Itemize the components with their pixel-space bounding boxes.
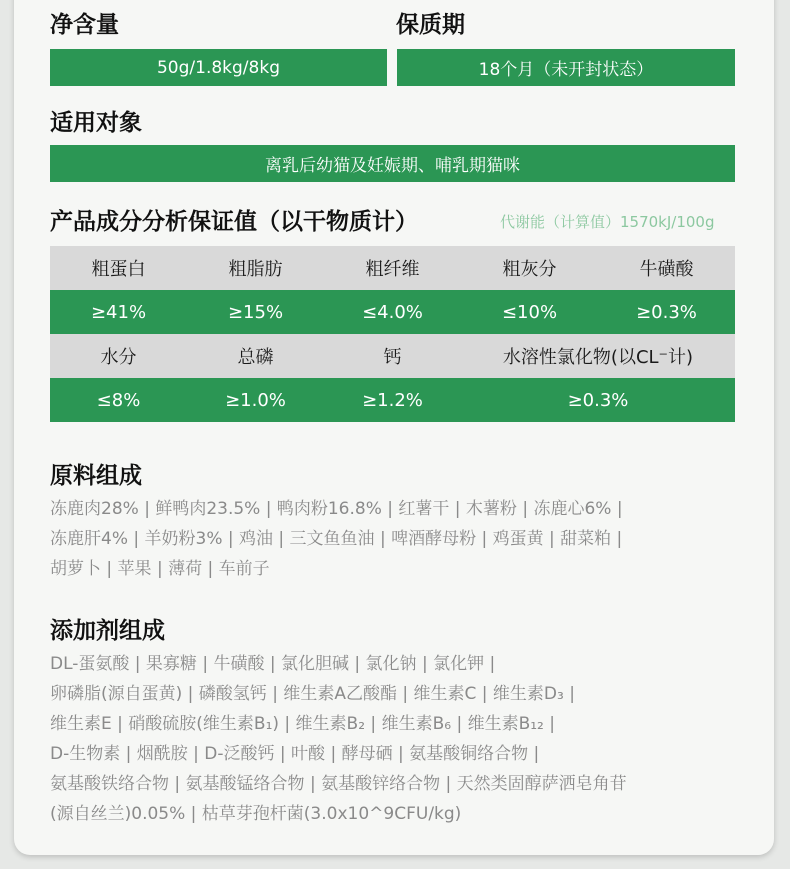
table-cell: 粗纤维 xyxy=(365,259,420,280)
table-cell: ≥0.3% xyxy=(567,389,629,411)
net-content-value: 50g/1.8kg/8kg xyxy=(50,49,387,86)
table-cell: 粗灰分 xyxy=(502,259,557,280)
shelf-life-heading: 保质期 xyxy=(396,12,465,38)
list-item: DL-蛋氨酸 | 果寡糖 | 牛磺酸 | 氯化胆碱 | 氯化钠 | 氯化钾 | xyxy=(50,654,496,674)
table-cell: ≤8% xyxy=(96,389,141,411)
table-cell: 钙 xyxy=(383,347,402,368)
additives-list xyxy=(50,649,750,829)
energy-note: 代谢能（计算值）1570kJ/100g xyxy=(500,213,715,231)
table-cell: 牛磺酸 xyxy=(639,259,694,280)
shelf-life-value: 18个月（未开封状态） xyxy=(397,49,735,86)
table-cell: 粗蛋白 xyxy=(91,259,146,280)
table-row-values-2 xyxy=(50,378,735,422)
table-row-values-1 xyxy=(50,290,735,334)
table-cell: 水分 xyxy=(100,347,137,368)
table-cell: 水溶性氯化物(以CL⁻计) xyxy=(502,347,694,368)
ingredients-list xyxy=(50,494,750,584)
target-heading: 适用对象 xyxy=(50,110,142,136)
table-cell: ≤4.0% xyxy=(362,301,423,323)
table-cell: ≥15% xyxy=(227,301,284,323)
table-cell: ≥41% xyxy=(90,301,147,323)
list-item: 氨基酸铁络合物 | 氨基酸锰络合物 | 氨基酸锌络合物 | 天然类固醇萨洒皂角苷 xyxy=(50,774,627,794)
table-cell: ≤10% xyxy=(501,301,558,323)
target-value: 离乳后幼猫及妊娠期、哺乳期猫咪 xyxy=(50,145,735,182)
list-item: D-生物素 | 烟酰胺 | D-泛酸钙 | 叶酸 | 酵母硒 | 氨基酸铜络合物 | xyxy=(50,744,540,764)
table-cell: ≥0.3% xyxy=(636,301,697,323)
table-row-labels-1 xyxy=(50,246,735,290)
table-cell: ≥1.2% xyxy=(362,389,423,411)
list-item: 冻鹿肝4% | 羊奶粉3% | 鸡油 | 三文鱼鱼油 | 啤酒酵母粉 | 鸡蛋黄 | 甜菜粕 | xyxy=(50,529,623,549)
list-item: 冻鹿肉28% | 鲜鸭肉23.5% | 鸭肉粉16.8% | 红薯干 | 木薯粉 | 冻鹿心6% | xyxy=(50,499,623,519)
table-cell: 粗脂肪 xyxy=(228,259,283,280)
list-item: 胡萝卜 | 苹果 | 薄荷 | 车前子 xyxy=(50,559,270,579)
ingredients-heading: 原料组成 xyxy=(50,463,142,489)
analysis-heading: 产品成分分析保证值（以干物质计） xyxy=(50,209,418,235)
net-content-heading: 净含量 xyxy=(50,12,119,38)
table-row-labels-2 xyxy=(50,334,735,378)
table-cell: ≥1.0% xyxy=(225,389,286,411)
list-item: 维生素E | 硝酸硫胺(维生素B₁) | 维生素B₂ | 维生素B₆ | 维生素B₁₂ | xyxy=(50,714,556,734)
list-item: 卵磷脂(源自蛋黄) | 磷酸氢钙 | 维生素A乙酸酯 | 维生素C | 维生素D₃ | xyxy=(50,684,575,704)
list-item: (源自丝兰)0.05% | 枯草芽孢杆菌(3.0x10^9CFU/kg) xyxy=(50,804,462,824)
additives-heading: 添加剂组成 xyxy=(50,618,165,644)
table-cell: 总磷 xyxy=(237,347,274,368)
